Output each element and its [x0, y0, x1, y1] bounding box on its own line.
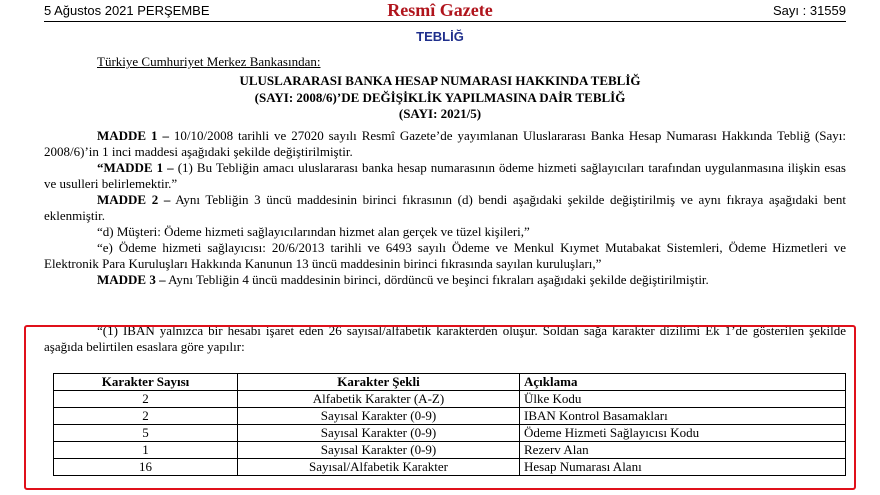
- paragraph-text: 10/10/2008 tarihli ve 27020 sayılı Resmî Gazete’de yayımlanan Uluslararası Banka Hesap Numarası Hakkında Tebliğ (Sayı: 2008/6)’in 1 inci maddesi aşağıdaki şekilde değiştirilmiştir.: [44, 128, 846, 159]
- table-cell: Rezerv Alan: [520, 442, 846, 459]
- header-divider: [44, 21, 846, 22]
- table-cell: 1: [54, 442, 238, 459]
- paragraph-clause-d: [44, 224, 846, 240]
- table-cell: Alfabetik Karakter (A-Z): [238, 391, 520, 408]
- table-cell: 16: [54, 459, 238, 476]
- column-header-description: Açıklama: [520, 374, 846, 391]
- table-cell: 2: [54, 408, 238, 425]
- article-label: MADDE 3 –: [97, 272, 166, 287]
- section-title: TEBLİĞ: [416, 29, 464, 44]
- article-label: MADDE 2 –: [97, 192, 171, 207]
- table-cell: Hesap Numarası Alanı: [520, 459, 846, 476]
- column-header-character-count: Karakter Sayısı: [54, 374, 238, 391]
- table-cell: Sayısal Karakter (0-9): [238, 442, 520, 459]
- highlight-box: [24, 325, 856, 490]
- paragraph-madde-2: [44, 192, 846, 224]
- paragraph-text: Aynı Tebliğin 3 üncü maddesinin birinci fıkrasının (d) bendi aşağıdaki şekilde değiştirilmiş ve aynı fıkraya aşağıdaki bent eklenmiştir.: [44, 192, 846, 223]
- table-cell: Ülke Kodu: [520, 391, 846, 408]
- paragraph-clause-e: [44, 240, 846, 272]
- table-cell: 2: [54, 391, 238, 408]
- table-cell: Sayısal Karakter (0-9): [238, 425, 520, 442]
- table-cell: IBAN Kontrol Basamakları: [520, 408, 846, 425]
- table-cell: 5: [54, 425, 238, 442]
- page-header: [0, 0, 880, 24]
- document-title-line-3: (SAYI: 2021/5): [398, 106, 482, 121]
- document-body: [44, 128, 846, 288]
- paragraph-text: “e) Ödeme hizmeti sağlayıcısı: 20/6/2013 tarihli ve 6493 sayılı Ödeme ve Menkul Kıymet Mutabakat Sistemleri, Ödeme Hizmetleri ve Elektronik Para Kuruluşları Hakkında Kanunun 13 üncü maddesinin birinci fıkrasında sayılan kuruluşları,”: [44, 240, 846, 271]
- issue-number: Sayı : 31559: [773, 3, 846, 18]
- paragraph-text: “d) Müşteri: Ödeme hizmeti sağlayıcılarından hizmet alan gerçek ve tüzel kişileri,”: [97, 224, 530, 239]
- article-label: “MADDE 1 –: [97, 160, 174, 175]
- column-header-character-type: Karakter Şekli: [238, 374, 520, 391]
- highlighted-paragraph-text: “(1) IBAN yalnızca bir hesabı işaret eden 26 sayısal/alfabetik karakterden oluşur. Soldan sağa karakter dizilimi Ek 1’de gösterilen şekilde aşağıda belirtilen esaslara göre yapılır:: [44, 323, 846, 354]
- paragraph-text: (1) Bu Tebliğin amacı uluslararası banka hesap numarasının ödeme hizmeti sağlayıcıları tarafından uygulanmasına ilişkin esas ve usulleri belirlemektir.”: [44, 160, 846, 191]
- paragraph-text: Aynı Tebliğin 4 üncü maddesinin birinci, dördüncü ve beşinci fıkraları aşağıdaki şekilde değiştirilmiştir.: [165, 272, 709, 287]
- table-cell: Ödeme Hizmeti Sağlayıcısı Kodu: [520, 425, 846, 442]
- document-title-line-1: ULUSLARARASI BANKA HESAP NUMARASI HAKKINDA TEBLİĞ: [239, 73, 641, 88]
- table-cell: Sayısal Karakter (0-9): [238, 408, 520, 425]
- issuing-institution: Türkiye Cumhuriyet Merkez Bankasından:: [97, 54, 321, 69]
- table-cell: Sayısal/Alfabetik Karakter: [238, 459, 520, 476]
- header-date: 5 Ağustos 2021 PERŞEMBE: [44, 3, 210, 18]
- article-label: MADDE 1 –: [97, 128, 169, 143]
- document-title-line-2: (SAYI: 2008/6)’DE DEĞİŞİKLİK YAPILMASINA DAİR TEBLİĞ: [254, 90, 626, 105]
- paragraph-madde-1: [44, 128, 846, 160]
- gazette-title: Resmî Gazete: [387, 0, 493, 20]
- paragraph-madde-3: [44, 272, 846, 288]
- paragraph-quoted-madde-1: [44, 160, 846, 192]
